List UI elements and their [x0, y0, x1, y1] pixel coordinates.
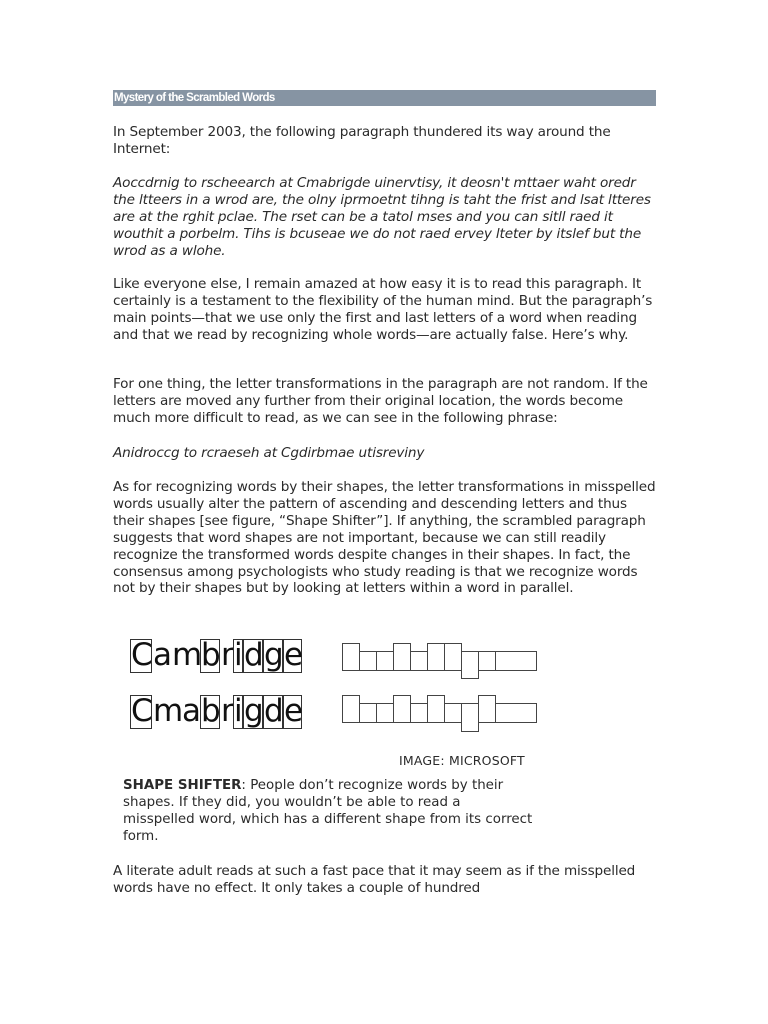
figure-letter: b: [201, 693, 221, 729]
figure-letter: m: [172, 637, 203, 673]
paragraph-literate-adult: A literate adult reads at such a fast pace that it may seem as if the misspelled words have no effect. It only takes a couple of hundred: [113, 863, 636, 896]
figure-letter: C: [131, 637, 153, 673]
image-credit: IMAGE: MICROSOFT: [399, 753, 525, 768]
paragraph-intro: In September 2003, the following paragraph thundered its way around the Internet:: [113, 124, 611, 157]
figure-letter: i: [234, 637, 243, 673]
figure-letter: e: [284, 693, 304, 729]
paragraph-rescrambled-phrase: Anidroccg to rcraeseh at Cgdirbmae utisreviny: [113, 445, 425, 461]
word-shape-outline-2: [342, 692, 538, 734]
figure-letter: d: [264, 693, 284, 729]
word-cambridge: [130, 639, 302, 673]
paragraph-scrambled: Aoccdrnig to rscheearch at Cmabrigde uinervtisy, it deosn't mttaer waht oredr the ltteers in a wrod are, the olny iprmoetnt tihng is taht the frist and lsat ltteres are at the rghit pclae. The rset can be a tatol mses and you can sitll raed it wouthit a porbelm. Tihs is bcuseae we do not raed ervey lteter by itslef but the wrod as a wlohe.: [113, 175, 651, 259]
caption-text: : People don’t recognize words by their shapes. If they did, you wouldn’t be able to read a misspelled word, which has a different shape from its correct form.: [123, 778, 533, 844]
figure-letter: b: [201, 637, 221, 673]
figure-letter: r: [221, 693, 234, 729]
figure-letter: r: [221, 637, 234, 673]
word-shape-outline-1: [342, 640, 538, 680]
section-title: Mystery of the Scrambled Words: [114, 92, 275, 104]
figure-letter: g: [264, 637, 284, 673]
figure-letter: a: [153, 637, 172, 673]
figure-letter: d: [244, 637, 264, 673]
caption-label: SHAPE SHIFTER: [123, 778, 242, 793]
figure-letter: i: [234, 693, 243, 729]
figure-letter: m: [153, 693, 184, 729]
figure-letter: C: [131, 693, 153, 729]
figure-caption: [123, 778, 533, 846]
figure-letter: a: [182, 693, 201, 729]
figure-letter: e: [284, 637, 304, 673]
shape-shifter-figure: [130, 636, 550, 744]
figure-letter: g: [244, 693, 264, 729]
section-title-bar: [113, 90, 656, 106]
paragraph-amazed: Like everyone else, I remain amazed at how easy it is to read this paragraph. It certainly is a testament to the flexibility of the human mind. But the paragraph’s main points—that we use only the first and last letters of a word when reading and that we read by recognizing whole words—are actually false. Here’s why.: [113, 276, 653, 343]
paragraph-transformations: For one thing, the letter transformations in the paragraph are not random. If the letters are moved any further from their original location, the words become much more difficult to read, as we can see in the following phrase:: [113, 376, 648, 426]
word-cmabrigde: [130, 695, 302, 729]
paragraph-shapes: As for recognizing words by their shapes, the letter transformations in misspelled words usually alter the pattern of ascending and descending letters and thus their shapes [see figure, “Shape Shifter”]. If anything, the scrambled paragraph suggests that word shapes are not important, because we can still readily recognize the transformed words despite changes in their shapes. In fact, the consensus among psychologists who study reading is that we recognize words not by their shapes but by looking at letters within a word in parallel.: [113, 479, 656, 597]
